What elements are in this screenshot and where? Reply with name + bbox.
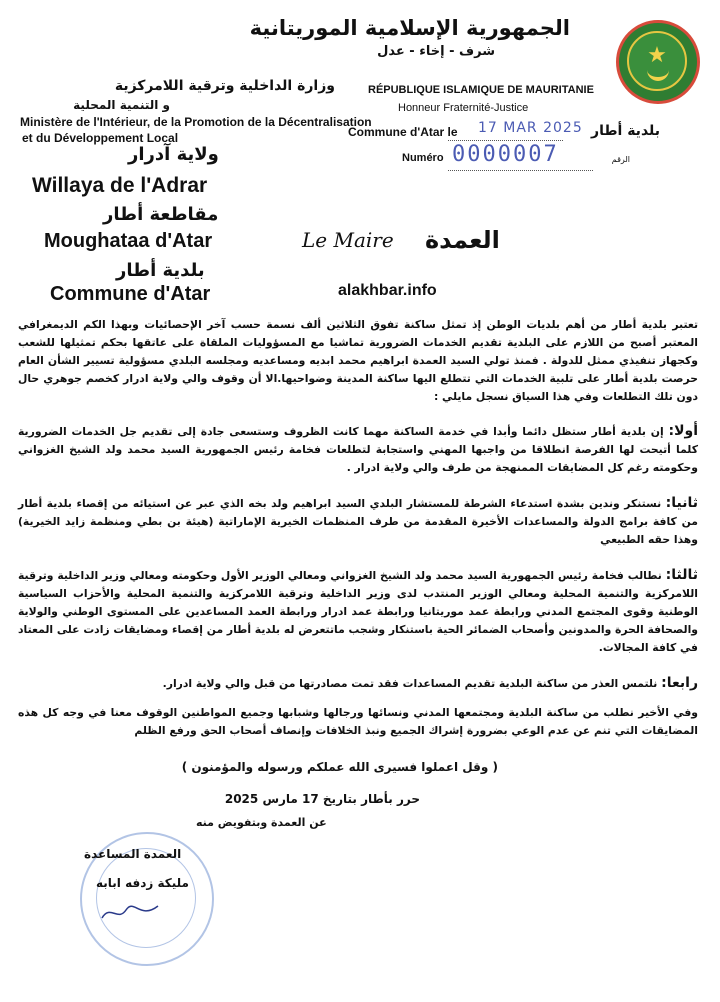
commune-ar: بلدية أطار	[116, 260, 205, 281]
baladiya-label-ar: بلدية أطار	[591, 123, 660, 139]
paragraph-2	[18, 494, 698, 549]
willaya-fr: Willaya de l'Adrar	[32, 174, 208, 197]
commune-fr: Commune d'Atar	[50, 283, 211, 305]
closing-paragraph: وفي الأخير نطلب من ساكنة البلدية ومجتمعها المدني ونسائها ورجالها وشبابها وجميع المواطنين الوقوف معنا في وجه كل هذه المضايقات التي تنم عن عدم الوعي بضرورة إشراك الجميع ونبذ الخلافات وإنصاف أصحاب الحق ورفع الظلم	[18, 706, 698, 737]
signature-title: العمدة المساعدة	[84, 847, 182, 861]
paragraph-3	[18, 566, 698, 657]
paragraph-4-text: نلتمس العذر من ساكنة البلدية تقديم المساعدات فقد تمت مصادرتها من قبل والي ولاية ادرار.	[162, 677, 658, 690]
motto-fr: Honneur Fraternité-Justice	[398, 102, 529, 114]
omda-title-ar: العمدة	[425, 226, 500, 254]
numero-dotted-line	[448, 170, 593, 171]
willaya-ar: ولاية آدرار	[128, 144, 219, 165]
motto-ar: شرف - إخاء - عدل	[377, 44, 495, 59]
numero-label: Numéro	[402, 152, 444, 164]
paragraph-4	[18, 674, 698, 693]
paragraph-3-text: نطالب فخامة رئيس الجمهورية السيد محمد ولد الشيخ الغزواني ومعالي الوزير الأول وحكومته ومعالي وزير الداخلية وترقية اللامركزية والتنمية المحلية ومعالي الوزير المنتدب لدى وزير الداخلية وترقية اللامركزية والتنمية المحلية والأحزاب السياسية الوطنية وقوى المجتمع المدني ورابطة عمد موريتانيا ورابطة عمد ادرار ورابطة العمد المساعدين على المستوى الوطني والولاية والصحافة الحرة والمدونين وأصحاب الضمائر الحية باستنكار وشجب ماتتعرض له بلدية أطار من إقصاء ومضايقات زادت على المعتاد في كافة المجالات.	[18, 569, 698, 654]
ministry-ar-line1: وزارة الداخلية وترقية اللامركزية	[114, 78, 335, 94]
signatory-name: مليكة زدفه ابابه	[96, 876, 189, 890]
raqm-label-ar: الرقم	[611, 155, 630, 164]
signature-delegation: عن العمدة وبتفويض منه	[196, 816, 327, 829]
quran-verse: ( وقل اعملوا فسيرى الله عملكم ورسوله والمؤمنون )	[181, 760, 498, 774]
handwritten-signature-icon	[100, 900, 160, 924]
ministry-fr-line2: et du Développement Local	[22, 131, 179, 145]
intro-paragraph: تعتبر بلدية أطار من أهم بلديات الوطن إذ تمثل ساكنة تفوق الثلاثين ألف نسمة حسب آخر الإحصائيات وبهذا الكم الديمغرافي المعتبر أصبح من اللازم على البلدية تقديم الخدمات الضرورية تماشيا مع المسؤوليات الملقاة على عاتقها بحكم تمثيلها للشعب وكجهاز تنفيذي ممثل للدولة . فمنذ تولي السيد العمدة ابراهيم محمد ابديه ومساعديه ومجلسه البلدي مسؤولية تسيير الشأن العام حرصت بلدية أطار على تلبية الخدمات التي تتطلع اليها ساكنة المدينة وضواحيها.الا أن وقوف والي ولاية ادرار كخصم جوهري حال دون تلك التطلعات وفي هذا السياق نسجل مايلي :	[18, 318, 698, 403]
paragraph-1-lead: أولا:	[668, 423, 698, 439]
ministry-fr-line1: Ministère de l'Intérieur, de la Promotion de la Décentralisation	[20, 115, 372, 129]
le-maire-title: Le Maire	[302, 228, 394, 252]
paragraph-1-text: إن بلدية أطار ستظل دائما وأبدا في خدمة الساكنة مهما كانت الظروف وستسعى جادة إلى تقديم جل الخدمات الضرورية كلما أتيحت لها الفرصة انطلاقا من واجبها المهني واستجابة لتطلعات فخامة رئيس الجمهورية السيد محمد ولد الشيخ الغزواني وحكومته رغم كل المضايقات الممنهجة من طرف والي ولاية ادرار .	[18, 425, 698, 474]
national-seal-icon: ★	[616, 20, 700, 104]
date-dotted-line	[448, 140, 563, 141]
paragraph-2-lead: ثانيا:	[665, 495, 699, 511]
signing-date: حرر بأطار بتاريخ 17 مارس 2025	[224, 792, 420, 806]
moughataa-fr: Moughataa d'Atar	[44, 230, 213, 252]
paragraph-1	[18, 422, 698, 477]
commune-date-label: Commune d'Atar le	[348, 125, 458, 139]
paragraph-3-lead: ثالثا:	[665, 567, 698, 583]
moughataa-ar: مقاطعة أطار	[103, 204, 219, 225]
numero-stamp: 0000007	[452, 142, 559, 167]
republic-title-ar: الجمهورية الإسلامية الموريتانية	[249, 16, 570, 40]
source-watermark: alakhbar.info	[338, 282, 437, 299]
paragraph-2-text: نستنكر وندين بشدة استدعاء الشرطة للمستشار البلدي السيد ابراهيم ولد بخه الذي عبر عن استيائه من إقصاء بلدية أطار من كافة برامج الدولة والمساعدات الأخيرة المقدمة من طرف المنظمات الخيرية الإماراتية (هيئة بن بطي ومنظمة زايد الخيرية) وهذا حقه الطبيعي	[18, 497, 698, 546]
republic-title-fr: RÉPUBLIQUE ISLAMIQUE DE MAURITANIE	[368, 84, 594, 96]
paragraph-4-lead: رابعا:	[661, 675, 698, 691]
ministry-ar-line2: و التنمية المحلية	[73, 98, 170, 112]
date-stamp: 17 MAR 2025	[478, 120, 583, 136]
